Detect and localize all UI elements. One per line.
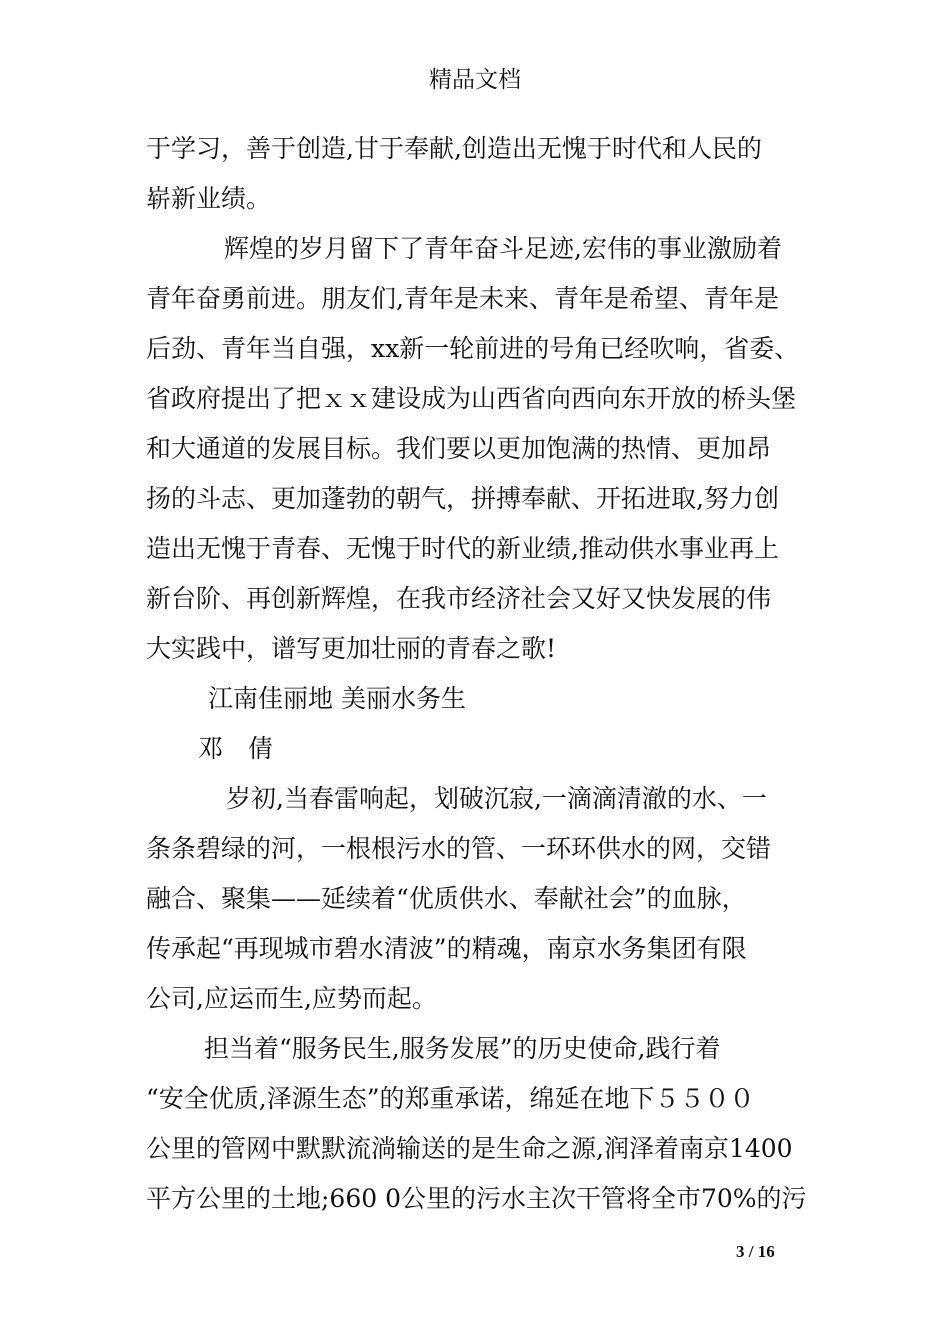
- page-number: 3 / 16: [736, 1242, 775, 1261]
- paragraph-line: 辉煌的岁月留下了青年奋斗足迹,宏伟的事业激励着: [224, 234, 782, 263]
- paragraph-line: 扬的斗志、更加蓬勃的朝气，拼搏奉献、开拓进取,努力创: [146, 484, 779, 513]
- paragraph-line: 传承起“再现城市碧水清波”的精魂，南京水务集团有限: [146, 934, 747, 963]
- paragraph-line: “安全优质,泽源生态”的郑重承诺，绵延在地下５５００: [146, 1084, 755, 1113]
- paragraph-line: 新台阶、再创新辉煌，在我市经济社会又好又快发展的伟: [146, 584, 772, 613]
- paragraph-line: 公里的管网中默默流淌输送的是生命之源,润泽着南京1400: [146, 1134, 793, 1163]
- paragraph-line: 公司,应运而生,应势而起。: [146, 984, 437, 1013]
- paragraph-line: 省政府提出了把ｘｘ建设成为山西省向西向东开放的桥头堡: [146, 384, 797, 413]
- paragraph-line: 大实践中，谱写更加壮丽的青春之歌!: [146, 634, 557, 663]
- paragraph-line: 于学习，善于创造,甘于奉献,创造出无愧于时代和人民的: [146, 134, 762, 163]
- document-body: [146, 124, 816, 1224]
- section-title: 江南佳丽地 美丽水务生: [208, 684, 466, 713]
- paragraph-line: 和大通道的发展目标。我们要以更加饱满的热情、更加昂: [146, 434, 772, 463]
- author-name: 邓 倩: [198, 734, 274, 763]
- page-header: 精品文档: [429, 67, 521, 93]
- paragraph-line: 崭新业绩。: [146, 184, 272, 213]
- paragraph-line: 岁初,当春雷响起，划破沉寂,一滴滴清澈的水、一: [226, 784, 767, 813]
- paragraph-line: 融合、聚集——延续着“优质供水、奉献社会”的血脉，: [146, 884, 747, 913]
- paragraph-line: 后劲、青年当自强，xx新一轮前进的号角已经吹响，省委、: [146, 334, 800, 363]
- paragraph-line: 青年奋勇前进。朋友们,青年是未来、青年是希望、青年是: [146, 284, 779, 313]
- paragraph-line: 造出无愧于青春、无愧于时代的新业绩,推动供水事业再上: [146, 534, 779, 563]
- paragraph-line: 担当着“服务民生,服务发展”的历史使命,践行着: [204, 1034, 721, 1063]
- paragraph-line: 条条碧绿的河，一根根污水的管、一环环供水的网，交错: [146, 834, 772, 863]
- paragraph-line: 平方公里的土地;660 0公里的污水主次干管将全市70%的污: [146, 1184, 807, 1213]
